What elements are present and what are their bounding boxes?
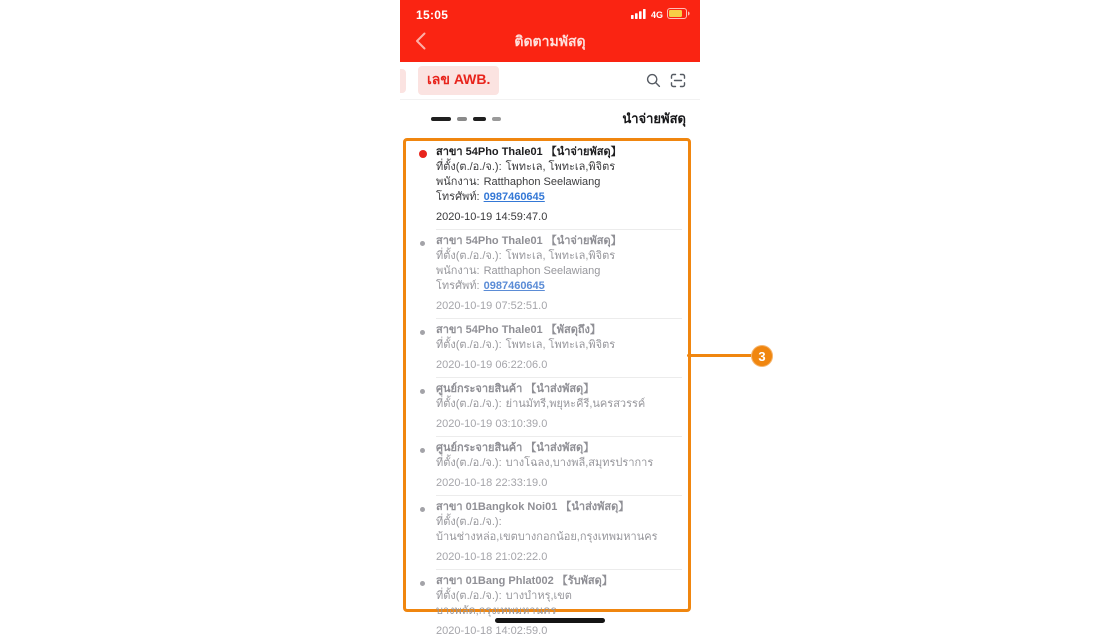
timeline-dot	[419, 150, 427, 158]
item-title: สาขา 54Pho Thale01 【พัสดุถึง】	[436, 324, 601, 336]
cellular-signal-icon	[631, 6, 647, 24]
item-location-value: บ้านช่างหล่อ,เขตบางกอกน้อย,กรุงเทพมหานคร	[436, 531, 658, 543]
timeline-item	[406, 496, 688, 570]
timeline-item	[406, 319, 688, 378]
item-timestamp: 2020-10-19 14:59:47.0	[436, 211, 548, 223]
item-timestamp: 2020-10-18 14:02:59.0	[436, 625, 548, 637]
timeline-annotation-box	[403, 138, 691, 637]
item-body	[436, 574, 682, 643]
callout-step-badge: 3	[751, 345, 773, 367]
latest-status-label: นำจ่ายพัสดุ	[622, 111, 686, 126]
item-body	[436, 500, 682, 570]
timeline-dot	[420, 581, 425, 586]
timeline-item	[406, 378, 688, 437]
item-location: ที่ตั้ง(ต./อ./จ.): โพทะเล, โพทะเล,พิจิตร	[436, 339, 616, 351]
item-body	[436, 145, 682, 230]
item-timestamp: 2020-10-19 03:10:39.0	[436, 418, 548, 430]
item-timestamp: 2020-10-18 22:33:19.0	[436, 477, 548, 489]
network-type-label: 4G	[650, 10, 663, 20]
status-bar	[400, 0, 700, 24]
item-location: ที่ตั้ง(ต./อ./จ.): โพทะเล, โพทะเล,พิจิตร	[436, 161, 616, 173]
home-indicator[interactable]	[495, 618, 605, 623]
item-staff: พนักงาน: Ratthaphon Seelawiang	[436, 176, 601, 188]
nav-bar	[400, 24, 700, 60]
phone-screen	[400, 0, 700, 637]
phone-number-link[interactable]: 0987460645	[483, 280, 545, 292]
item-phone: โทรศัพท์: 0987460645	[436, 191, 545, 203]
pill-fragment	[400, 69, 406, 93]
app-header	[400, 0, 700, 62]
item-staff: พนักงาน: Ratthaphon Seelawiang	[436, 265, 601, 277]
item-title: สาขา 54Pho Thale01 【นำจ่ายพัสดุ】	[436, 235, 622, 247]
item-title: ศูนย์กระจายสินค้า 【นำส่งพัสดุ】	[436, 383, 595, 395]
item-phone: โทรศัพท์: 0987460645	[436, 280, 545, 292]
scan-icon[interactable]	[670, 73, 686, 88]
item-location: ที่ตั้ง(ต./อ./จ.): บางโฉลง,บางพลี,สมุทรปราการ	[436, 457, 654, 469]
item-location: ที่ตั้ง(ต./อ./จ.): โพทะเล, โพทะเล,พิจิตร	[436, 250, 616, 262]
item-title: ศูนย์กระจายสินค้า 【นำส่งพัสดุ】	[436, 442, 595, 454]
item-body	[436, 323, 682, 378]
timeline-item	[406, 437, 688, 496]
timeline-dot	[420, 330, 425, 335]
item-body	[436, 382, 682, 437]
item-title: สาขา 54Pho Thale01 【นำจ่ายพัสดุ】	[436, 146, 622, 158]
battery-icon	[667, 6, 690, 24]
search-icon[interactable]	[646, 73, 661, 88]
awb-label-chip[interactable]: เลข AWB.	[418, 66, 499, 95]
item-title: สาขา 01Bangkok Noi01 【นำส่งพัสดุ】	[436, 501, 630, 513]
phone-number-link[interactable]: 0987460645	[483, 191, 545, 203]
tracking-summary-row	[400, 100, 700, 137]
back-button[interactable]	[408, 28, 432, 54]
chevron-left-icon	[415, 32, 426, 50]
search-bar	[400, 62, 700, 100]
item-location: ที่ตั้ง(ต./อ./จ.):	[436, 516, 502, 528]
timeline-dot	[420, 448, 425, 453]
item-body	[436, 441, 682, 496]
item-location: ที่ตั้ง(ต./อ./จ.): ย่านมัทรี,พยุหะคีรี,นครสวรรค์	[436, 398, 646, 410]
item-location: ที่ตั้ง(ต./อ./จ.): บางบำหรุ,เขตบางพลัด,กรุงเทพมหานคร	[436, 590, 572, 617]
timeline-item	[406, 230, 688, 319]
timeline-dot	[420, 507, 425, 512]
item-title: สาขา 01Bang Phlat002 【รับพัสดุ】	[436, 575, 613, 587]
timeline-item	[406, 570, 688, 643]
item-timestamp: 2020-10-19 07:52:51.0	[436, 300, 548, 312]
page-title: ติดตามพัสดุ	[514, 33, 586, 49]
item-timestamp: 2020-10-19 06:22:06.0	[436, 359, 548, 371]
masked-awb-number	[431, 117, 501, 121]
item-timestamp: 2020-10-18 21:02:22.0	[436, 551, 548, 563]
timeline-list	[406, 141, 688, 637]
timeline-dot	[420, 389, 425, 394]
timeline-item	[406, 141, 688, 230]
status-time: 15:05	[416, 8, 449, 22]
timeline-dot	[420, 241, 425, 246]
callout-connector-line	[687, 354, 755, 357]
item-body	[436, 234, 682, 319]
